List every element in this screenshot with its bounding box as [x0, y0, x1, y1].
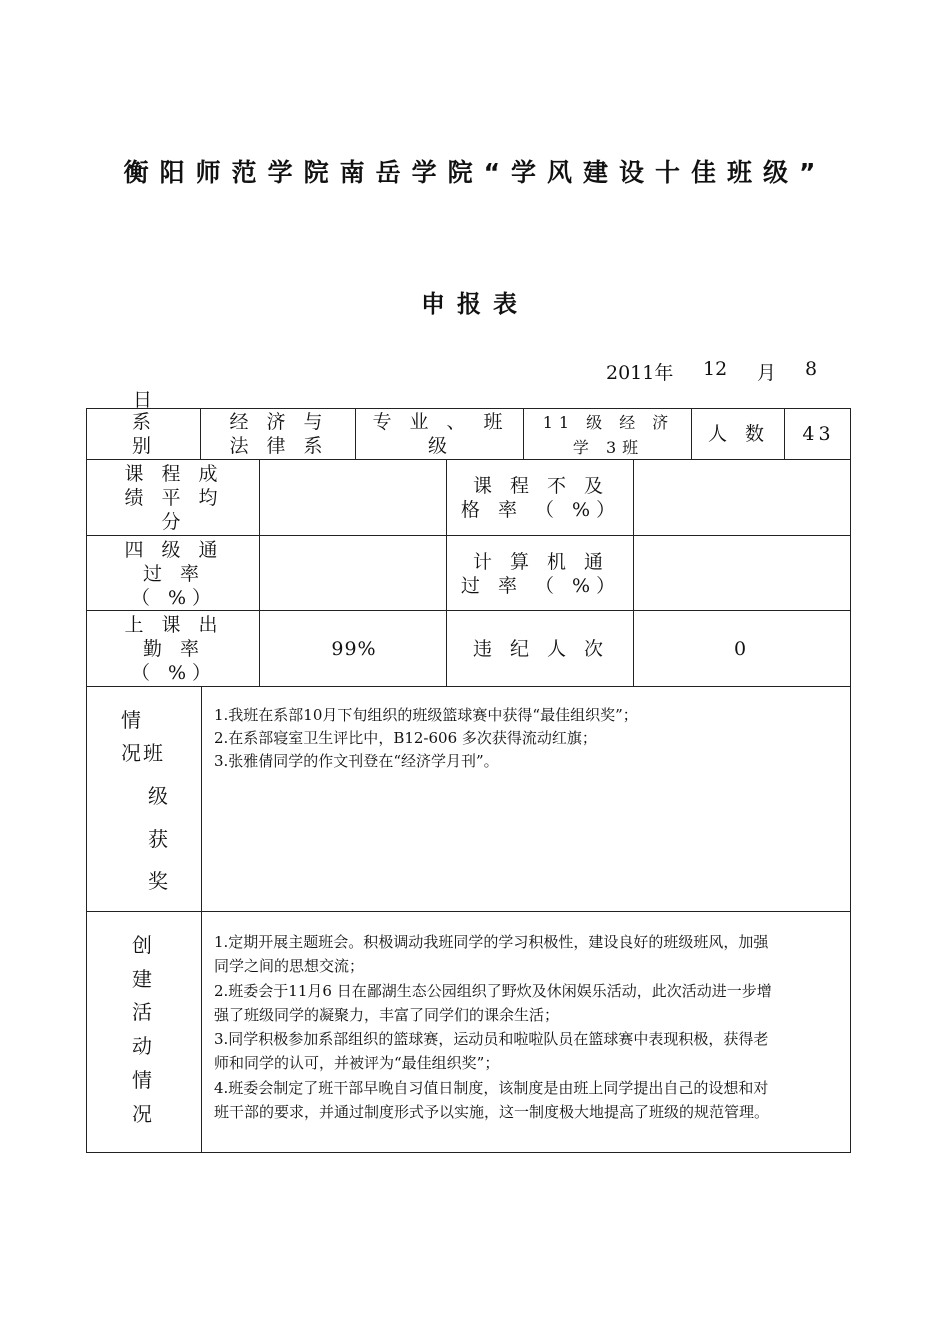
avg-label-cell [86, 459, 260, 536]
major-value-cell [523, 408, 692, 460]
date-month: 12 [703, 358, 728, 380]
activities-line: 3.同学积极参加系部组织的篮球赛，运动员和啦啦队员在篮球赛中表现积极，获得老 [214, 1030, 769, 1049]
fail-label-1: 课 程 不 及 [472, 475, 610, 497]
cet-label-1: 四 级 通 [124, 539, 224, 561]
date-year: 2011年 [606, 362, 674, 384]
date-day-label: 日 [133, 389, 153, 411]
activities-line: 2.班委会于11月6 日在鄙湖生态公园组织了野炊及休闲娱乐活动，此次活动进一步增 [214, 981, 772, 1000]
cet-label-2: 过 率 [142, 563, 206, 585]
cet-value-cell [259, 535, 447, 611]
activities-line: 师和同学的认可，并被评为“最佳组织奖”； [214, 1054, 500, 1073]
date-day: 8 [805, 358, 818, 380]
awards-label-cell [86, 686, 202, 912]
activities-label-cell [86, 911, 202, 1153]
major-label-cell [355, 408, 524, 460]
awards-label-char: 情 [121, 708, 147, 732]
major-value-2: 学 3班 [572, 438, 645, 457]
form-subtitle: 申报表 [421, 290, 529, 318]
cet-label-3: （ %） [130, 587, 218, 609]
count-label: 人 数 [707, 423, 771, 445]
activities-line: 1.定期开展主题班会。积极调动我班同学的学习积极性，建设良好的班级班风，加强 [214, 933, 769, 951]
dept-value-cell [200, 408, 356, 460]
dept-value-2: 法 律 系 [229, 435, 329, 457]
date-month-label: 月 [757, 362, 777, 384]
awards-list [214, 704, 638, 773]
comp-label-2: 过 率 （ %） [460, 575, 622, 597]
awards-item: 3.张雅倩同学的作文刊登在“经济学月刊”。 [214, 752, 499, 770]
activities-label-char: 建 [132, 967, 158, 991]
vio-label-cell [446, 610, 634, 687]
form-title: 衡阳师范学院南岳学院“学风建设十佳班级” [123, 158, 827, 187]
count-label-cell [691, 408, 785, 460]
att-label-3: （ %） [130, 662, 218, 684]
activities-label-char: 情 [132, 1068, 158, 1092]
avg-label-3: 分 [161, 511, 187, 533]
fail-label-cell [446, 459, 634, 536]
comp-value-cell [633, 535, 851, 611]
awards-label-char: 级 [148, 784, 174, 808]
att-value-cell [259, 610, 447, 687]
vio-label: 违 纪 人 次 [472, 638, 610, 660]
cet-label-cell [86, 535, 260, 611]
awards-item: 1.我班在系部10月下旬组织的班级篮球赛中获得“最佳组织奖”； [214, 706, 638, 724]
activities-line: 强了班级同学的凝聚力，丰富了同学们的课余生活； [214, 1005, 560, 1024]
dept-label-2: 别 [131, 435, 157, 457]
awards-item: 2.在系部寝室卫生评比中，B12-606 多次获得流动红旗； [214, 729, 597, 747]
major-label-2: 级 [427, 435, 453, 457]
comp-label-1: 计 算 机 通 [472, 551, 610, 573]
awards-content-cell [201, 686, 851, 912]
vio-value: 0 [733, 638, 753, 660]
avg-value-cell [259, 459, 447, 536]
major-label-1: 专 业 、 班 [372, 411, 509, 433]
count-value: 43 [802, 423, 835, 445]
vio-value-cell [633, 610, 851, 687]
activities-line: 4.班委会制定了班干部早晚自习值日制度，该制度是由班上同学提出自己的设想和对 [214, 1078, 769, 1097]
dept-value-1: 经 济 与 [229, 411, 329, 433]
activities-label-char: 活 [132, 1000, 158, 1024]
awards-label-char: 奖 [148, 869, 174, 893]
att-label-cell [86, 610, 260, 687]
avg-label-2: 绩 平 均 [124, 487, 224, 509]
fail-value-cell [633, 459, 851, 536]
dept-label-cell [86, 408, 201, 460]
att-label-1: 上 课 出 [124, 614, 224, 636]
awards-label-char: 况班 [121, 741, 165, 765]
count-value-cell [784, 408, 851, 460]
att-label-2: 勤 率 [142, 638, 206, 660]
activities-list [214, 930, 772, 1124]
fail-label-2: 格 率 （ %） [460, 499, 622, 521]
activities-label-char: 创 [132, 933, 158, 957]
major-value-1: 11 级 经 济 [542, 413, 675, 432]
comp-label-cell [446, 535, 634, 611]
activities-line: 班干部的要求，并通过制度形式予以实施，这一制度极大地提高了班级的规范管理。 [214, 1103, 770, 1122]
activities-content-cell [201, 911, 851, 1153]
activities-label-char: 动 [132, 1034, 158, 1058]
avg-label-1: 课 程 成 [124, 463, 224, 485]
activities-line: 同学之间的思想交流； [214, 957, 365, 976]
awards-label-char: 获 [148, 827, 174, 851]
att-value: 99% [331, 638, 377, 660]
activities-label-char: 况 [132, 1102, 158, 1126]
dept-label-1: 系 [131, 411, 157, 433]
